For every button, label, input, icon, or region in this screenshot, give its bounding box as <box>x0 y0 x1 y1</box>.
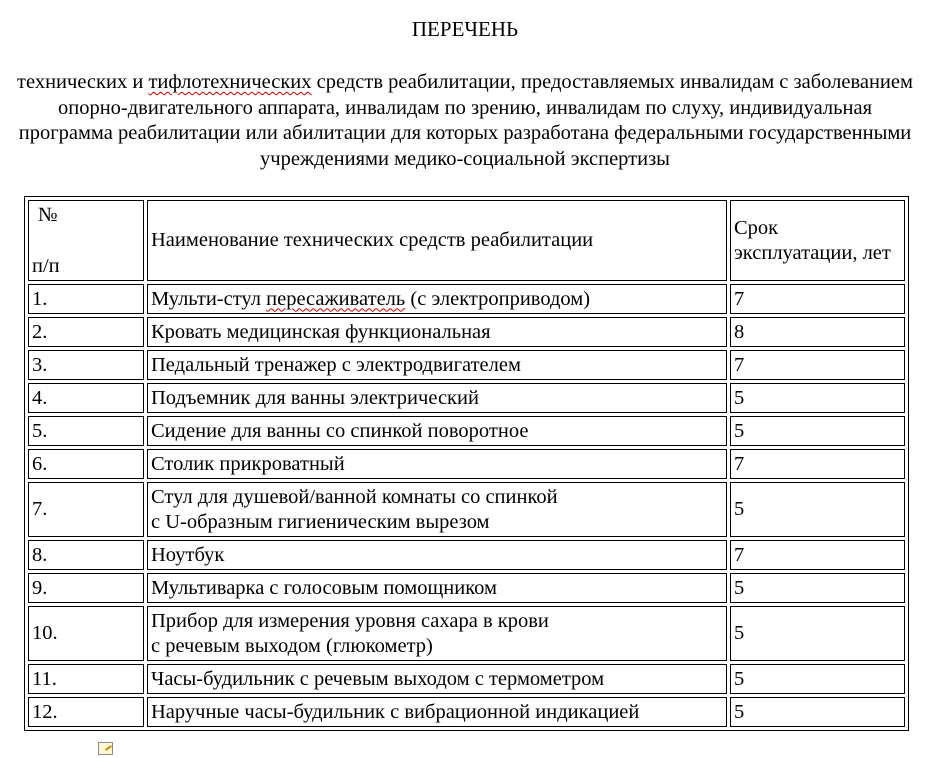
row-number-cell <box>28 573 144 603</box>
row-number: 5. <box>32 419 48 442</box>
row-name: Педальный тренажер с электродвигателем <box>151 353 521 376</box>
subtitle-rest: средств реабилитации, предоставляемых инвалидам с заболеванием опорно-двигательного аппарата, инвалидам по зрению, инвалидам по слуху, индивидуальная программа реабилитации или абилитации для которых разработана федеральными государственными учреждениями медико-социальной экспертизы <box>18 71 913 170</box>
row-name-cell <box>147 449 727 479</box>
row-term-cell <box>730 606 905 661</box>
row-name: Столик прикроватный <box>151 452 345 475</box>
row-number: 4. <box>32 386 48 409</box>
row-term: 8 <box>734 320 745 343</box>
row-term: 5 <box>734 700 745 723</box>
table-row <box>28 416 905 446</box>
sticky-note-icon[interactable] <box>98 742 113 755</box>
row-term: 7 <box>734 452 745 475</box>
row-term-cell <box>730 350 905 380</box>
header-term-label: Срок эксплуатации, лет <box>734 216 891 264</box>
row-number-cell <box>28 606 144 661</box>
row-term: 7 <box>734 543 745 566</box>
row-number: 8. <box>32 543 48 566</box>
row-name: Мультиварка с голосовым помощником <box>151 576 497 599</box>
row-term-cell <box>730 449 905 479</box>
rehabilitation-means-table <box>24 196 909 731</box>
row-term-cell <box>730 540 905 570</box>
row-number-cell <box>28 449 144 479</box>
row-term-cell <box>730 573 905 603</box>
row-number-cell <box>28 540 144 570</box>
row-term: 5 <box>734 498 745 520</box>
row-number: 3. <box>32 353 48 376</box>
header-number-symbol: № <box>38 203 58 226</box>
table-row <box>28 449 905 479</box>
table-row <box>28 350 905 380</box>
row-number-cell <box>28 482 144 537</box>
row-name-rest: (с электроприводом) <box>405 287 591 310</box>
document-subtitle <box>14 70 916 172</box>
header-term-cell <box>730 200 905 281</box>
row-term-cell <box>730 664 905 694</box>
row-name-cell <box>147 697 727 727</box>
row-term: 5 <box>734 576 745 599</box>
row-name-cell <box>147 606 727 661</box>
row-term-cell <box>730 697 905 727</box>
table-row <box>28 664 905 694</box>
row-name-cell <box>147 482 727 537</box>
header-name-label: Наименование технических средств реабилитации <box>151 229 594 251</box>
header-number-abbr: п/п <box>32 254 60 277</box>
row-name: Подъемник для ванны электрический <box>151 386 479 409</box>
row-term: 5 <box>734 622 745 644</box>
row-term: 5 <box>734 386 745 409</box>
row-name-flagged-word[interactable]: пересаживатель <box>266 287 406 310</box>
header-number-cell <box>28 200 144 281</box>
subtitle-lead: технических и <box>17 71 149 93</box>
table-row <box>28 482 905 537</box>
table-row <box>28 284 905 314</box>
row-name: Наручные часы-будильник с вибрационной индикацией <box>151 700 640 723</box>
table-row <box>28 317 905 347</box>
row-name-cell <box>147 540 727 570</box>
row-term-cell <box>730 383 905 413</box>
row-number-cell <box>28 697 144 727</box>
row-name-cell <box>147 284 727 314</box>
table-row <box>28 540 905 570</box>
row-number: 10. <box>32 622 58 644</box>
row-name: Ноутбук <box>151 543 225 566</box>
table-header-row <box>28 200 905 281</box>
row-number-cell <box>28 284 144 314</box>
row-number: 11. <box>32 667 57 690</box>
row-number: 7. <box>32 498 48 520</box>
table-row <box>28 606 905 661</box>
row-name-cell <box>147 383 727 413</box>
row-number: 2. <box>32 320 48 343</box>
row-number-cell <box>28 664 144 694</box>
row-number: 12. <box>32 700 58 723</box>
row-term: 7 <box>734 353 745 376</box>
table-row <box>28 573 905 603</box>
row-name: Мульти-стул <box>151 287 267 310</box>
row-number-cell <box>28 416 144 446</box>
row-name: Сидение для ванны со спинкой поворотное <box>151 419 529 442</box>
row-number: 6. <box>32 452 48 475</box>
row-name-cell <box>147 573 727 603</box>
row-name: Кровать медицинская функциональная <box>151 320 491 343</box>
row-name: Часы-будильник с речевым выходом с термометром <box>151 667 605 690</box>
row-number-cell <box>28 350 144 380</box>
row-term-cell <box>730 284 905 314</box>
header-name-cell <box>147 200 727 281</box>
row-name-line: с речевым выходом (глюкометр) <box>151 634 433 657</box>
row-name-cell <box>147 664 727 694</box>
row-name-line: Стул для душевой/ванной комнаты со спинкой <box>151 485 558 508</box>
row-name-cell <box>147 317 727 347</box>
table-row <box>28 697 905 727</box>
row-number-cell <box>28 383 144 413</box>
row-name-cell <box>147 416 727 446</box>
row-name-line: Прибор для измерения уровня сахара в крови <box>151 609 549 632</box>
row-term-cell <box>730 482 905 537</box>
row-name-line: с U-образным гигиеническим вырезом <box>151 510 490 533</box>
table-row <box>28 383 905 413</box>
row-term: 5 <box>734 419 745 442</box>
row-term-cell <box>730 416 905 446</box>
row-number-cell <box>28 317 144 347</box>
row-number: 9. <box>32 576 48 599</box>
row-term-cell <box>730 317 905 347</box>
row-name-cell <box>147 350 727 380</box>
row-term: 5 <box>734 667 745 690</box>
row-number: 1. <box>32 287 48 310</box>
document-title: ПЕРЕЧЕНЬ <box>411 17 519 41</box>
row-term: 7 <box>734 287 745 310</box>
subtitle-flagged-word[interactable]: тифлотехнических <box>148 71 312 93</box>
